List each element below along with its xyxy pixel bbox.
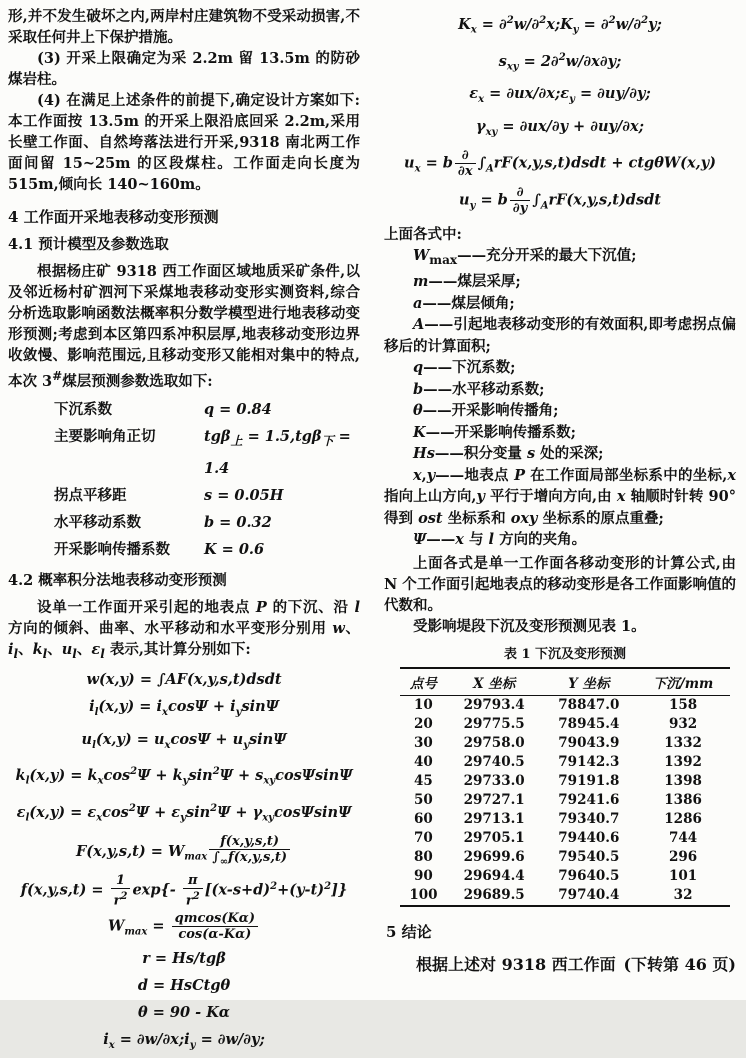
- section-4-2-heading: 4.2 概率积分法地表移动变形预测: [8, 571, 227, 589]
- table-header-subsidence: 下沉/mm: [636, 668, 730, 696]
- table-header-x: X 坐标: [447, 668, 542, 696]
- table-cell-subsidence: 296: [668, 849, 698, 866]
- left-column: [8, 6, 361, 1052]
- table-cell-point: 70: [414, 830, 433, 847]
- table-cell-point: 20: [414, 716, 433, 733]
- table-cell-point: 60: [414, 811, 433, 828]
- table-cell-point: 50: [414, 792, 433, 809]
- table-cell-subsidence: 1286: [664, 811, 702, 828]
- table-cell-x: 29775.5: [463, 716, 525, 733]
- table-cell-y: 79241.6: [558, 792, 620, 809]
- table-cell-point: 45: [414, 773, 433, 790]
- formula: w(x,y) = ∫AF(x,y,s,t)dsdt: [86, 670, 282, 688]
- table-cell-subsidence: 1332: [664, 735, 702, 752]
- table-cell-point: 100: [409, 887, 438, 904]
- right-formula-block: [384, 9, 736, 218]
- formula: $F(x,y,s,t) = W_{max}$ $\frac{f(x,y,s,t)}{\int_\infty f(x,y,s,t)}$: [8, 834, 360, 870]
- where-clause-label: 上面各式中:: [384, 226, 462, 243]
- definitions-list: [384, 245, 736, 551]
- table-cell-x: 29733.0: [463, 773, 525, 790]
- table-cell-x: 29705.1: [463, 830, 525, 847]
- formula: f(x,y,s,t) = $\frac{1}{r^2}$ exp{- $\frac{\pi}{r^2}$ $[(x-s+d)^2+(y-t)^2]$}: [20, 872, 348, 908]
- table-row: [400, 772, 730, 791]
- table-cell-subsidence: 101: [668, 868, 698, 885]
- definition-item: a——煤层倾角;: [413, 294, 515, 312]
- table-cell-point: 90: [414, 868, 433, 885]
- parameter-row: [54, 423, 360, 482]
- table-row: [400, 791, 730, 810]
- table-cell-subsidence: 1398: [664, 773, 702, 790]
- left-formula-block: [8, 668, 360, 1058]
- table-cell-y: 79640.5: [558, 868, 620, 885]
- parameter-row: [54, 396, 360, 423]
- table-cell-x: 29713.1: [463, 811, 525, 828]
- definition-item: q——下沉系数;: [413, 359, 516, 377]
- formula: $k_l(x,y) = k_x\cos^2\Psi + k_y\sin^2\Psi + s_{xy}\cos\Psi\sin\Psi$: [15, 766, 353, 788]
- table-cell-point: 10: [414, 697, 433, 714]
- parameter-value: s = 0.05H: [204, 486, 284, 504]
- definition-item: $W_{max}——$充分开采的最大下沉值;: [413, 247, 637, 267]
- formula: $u_y = b$ $\frac{\partial}{\partial y}$ $\int_ArF(x,y,s,t)dsdt$: [459, 184, 661, 216]
- parameter-row: [54, 482, 360, 509]
- table-cell-x: 29699.6: [463, 849, 525, 866]
- table-cell-y: 79340.7: [558, 811, 620, 828]
- parameter-label: 主要影响角正切: [54, 427, 156, 445]
- definition-item: K——开采影响传播系数;: [413, 423, 576, 441]
- definition-item: m——煤层采厚;: [413, 273, 521, 291]
- definition-item: Ψ——x 与 l 方向的夹角。: [413, 531, 587, 549]
- table-cell-x: 29758.0: [463, 735, 525, 752]
- definition-item: x,y——地表点 P 在工作面局部坐标系中的坐标,x 指向上山方向,y 平行于增向方向,由 x 轴顺时针转 90°得到 ost 坐标系和 oxy 坐标系的原点重叠;: [384, 466, 736, 527]
- table-header-y: Y 坐标: [541, 668, 636, 696]
- formula: d = HsCtgθ: [137, 977, 231, 995]
- parameter-value: b = 0.32: [204, 513, 272, 531]
- section-5-heading: 5 结论: [386, 922, 432, 941]
- table-1-container: [394, 643, 736, 907]
- table-row: [400, 695, 730, 715]
- table-cell-point: 30: [414, 735, 433, 752]
- table-cell-subsidence: 1392: [664, 754, 702, 771]
- paragraph-item-4: (4) 在满足上述条件的前提下,确定设计方案如下:本工作面按 13.5m 的开采上限沿底回采 2.2m,采用长壁工作面、自然垮落法进行开采,9318 南北两工作面间留 15~25m 的区段煤柱。工作面走向长度为 515m,倾向长 140~160m。: [8, 92, 360, 193]
- table-row: [400, 810, 730, 829]
- table-cell-y: 79740.4: [558, 887, 620, 904]
- paragraph-table-reference: 受影响堤段下沉及变形预测见表 1。: [413, 617, 646, 635]
- parameter-label: 水平移动系数: [54, 513, 141, 531]
- section-4-1-heading: 4.1 预计模型及参数选取: [8, 236, 169, 253]
- subsidence-prediction-table: [400, 667, 730, 907]
- table-cell-point: 40: [414, 754, 433, 771]
- table-cell-subsidence: 932: [668, 716, 698, 733]
- parameter-value: q = 0.84: [204, 400, 272, 418]
- table-cell-x: 29689.5: [463, 887, 525, 904]
- table-row: [400, 829, 730, 848]
- formula: $\gamma_{xy} = \partial ux/\partial y + \partial uy/\partial x$;: [475, 118, 644, 139]
- definition-item: Hs——积分变量 s 处的采深;: [413, 445, 604, 463]
- table-cell-y: 79043.9: [558, 735, 620, 752]
- paragraph-4-1: 根据杨庄矿 9318 西工作面区域地质采矿条件,以及邻近杨村矿泗河下采煤地表移动变形实测资料,综合分析选取影响函数法概率积分数学模型进行地表移动变形预测;考虑到本区第四系冲积层厚,地表移动变形边界收敛慢、影响范围远,且移动变形又能相对集中的特点,本次 3#煤层预测参数选取如下:: [8, 263, 360, 390]
- table-body: [400, 695, 730, 906]
- parameter-label: 开采影响传播系数: [54, 540, 170, 558]
- table-cell-point: 80: [414, 849, 433, 866]
- formula: $u_l(x,y) = u_x\cos\Psi + u_y\sin\Psi$: [81, 730, 287, 751]
- parameter-label: 拐点平移距: [54, 486, 127, 504]
- formula: $s_{xy} = 2\partial^2w/\partial x\partial y$;: [498, 51, 622, 73]
- table-cell-subsidence: 1386: [664, 792, 702, 809]
- table-cell-x: 29740.5: [463, 754, 525, 771]
- parameter-label: 下沉系数: [54, 400, 112, 418]
- definition-item: A——引起地表移动变形的有效面积,即考虑拐点偏移后的计算面积;: [384, 316, 736, 355]
- formula: θ = 90 - Kα: [138, 1004, 230, 1022]
- formula: $K_x$ = $\partial^2w/\partial^2x;K_y = \partial^2w/\partial^2y$;: [458, 15, 662, 36]
- paragraph-intro: 形,并不发生破坏之内,两岸村庄建筑物不受采动损害,不采取任何井上下保护措施。: [8, 8, 360, 46]
- continuation-note: (下转第 46 页): [623, 954, 736, 974]
- paragraph-item-3: (3) 开采上限确定为采 2.2m 留 13.5m 的防砂煤岩柱。: [8, 50, 360, 88]
- parameter-row: [54, 536, 360, 563]
- parameter-list: [54, 396, 360, 563]
- formula: $u_x = b$ $\frac{\partial}{\partial x}$ $\int_ArF(x,y,s,t)dsdt + ctg\theta W(x,y)$: [404, 148, 716, 180]
- right-column: [384, 6, 736, 1000]
- footer-paragraph: [384, 952, 736, 975]
- table-cell-y: 78847.0: [558, 697, 620, 714]
- definition-item: b——水平移动系数;: [413, 380, 545, 398]
- table-row: [400, 867, 730, 886]
- table-row: [400, 715, 730, 734]
- table-cell-y: 79142.3: [558, 754, 620, 771]
- table-header-point: 点号: [400, 668, 447, 696]
- table-cell-x: 29727.1: [463, 792, 525, 809]
- table-cell-x: 29694.4: [463, 868, 525, 885]
- formula: $i_l(x,y) = i_x\cos\Psi + i_y\sin\Psi$: [89, 697, 279, 718]
- parameter-row: [54, 509, 360, 536]
- formula: $\varepsilon_l(x,y) = \varepsilon_x\cos^2\Psi + \varepsilon_y\sin^2\Psi + \gamma_{xy}\cos\Psi\sin\Psi$: [16, 803, 352, 824]
- table-cell-y: 79191.8: [558, 773, 620, 790]
- table-cell-y: 79440.6: [558, 830, 620, 847]
- conclusion-lead-text: 根据上述对 9318 西工作面: [416, 954, 616, 974]
- formula: r = Hs/tgβ: [142, 950, 226, 968]
- parameter-value: K = 0.6: [204, 540, 265, 558]
- section-4-heading: 4 工作面开采地表移动变形预测: [8, 208, 219, 226]
- paragraph-summary: 上面各式是单一工作面各移动变形的计算公式,由 N 个工作面引起地表点的移动变形是各工作面影响值的代数和。: [384, 554, 736, 614]
- table-cell-subsidence: 158: [668, 697, 698, 714]
- parameter-value: tgβ$_上$ = 1.5,tgβ$_下$ = 1.4: [204, 427, 351, 477]
- formula: $i_x$ = $\partial w/\partial x;i_y = \partial w/\partial y$;: [103, 1031, 265, 1052]
- formula: $\varepsilon_x$ = $\partial ux/\partial x;\varepsilon_y = \partial uy/\partial y$;: [469, 85, 651, 106]
- formula: $W_{max}$ = $\frac{qmcos(K\alpha)}{\cos(\alpha-K\alpha)}$: [8, 911, 360, 944]
- table-cell-subsidence: 744: [668, 830, 698, 847]
- table-row: [400, 734, 730, 753]
- table-row: [400, 753, 730, 772]
- table-cell-y: 79540.5: [558, 849, 620, 866]
- table-cell-y: 78945.4: [558, 716, 620, 733]
- table-cell-x: 29793.4: [463, 697, 525, 714]
- definition-item: θ——开采影响传播角;: [413, 402, 559, 420]
- table-row: [400, 848, 730, 867]
- table-title: 表 1 下沉及变形预测: [503, 646, 627, 662]
- table-cell-subsidence: 32: [673, 887, 693, 904]
- paragraph-4-2: 设单一工作面开采引起的地表点 P 的下沉、沿 l 方向的倾斜、曲率、水平移动和水平变形分别用 w、$i_l$、$k_l$、$u_l$、$\varepsilon_l$ 表示,其计算分别如下:: [8, 598, 361, 661]
- table-header-row: [400, 668, 730, 696]
- table-row: [400, 886, 730, 906]
